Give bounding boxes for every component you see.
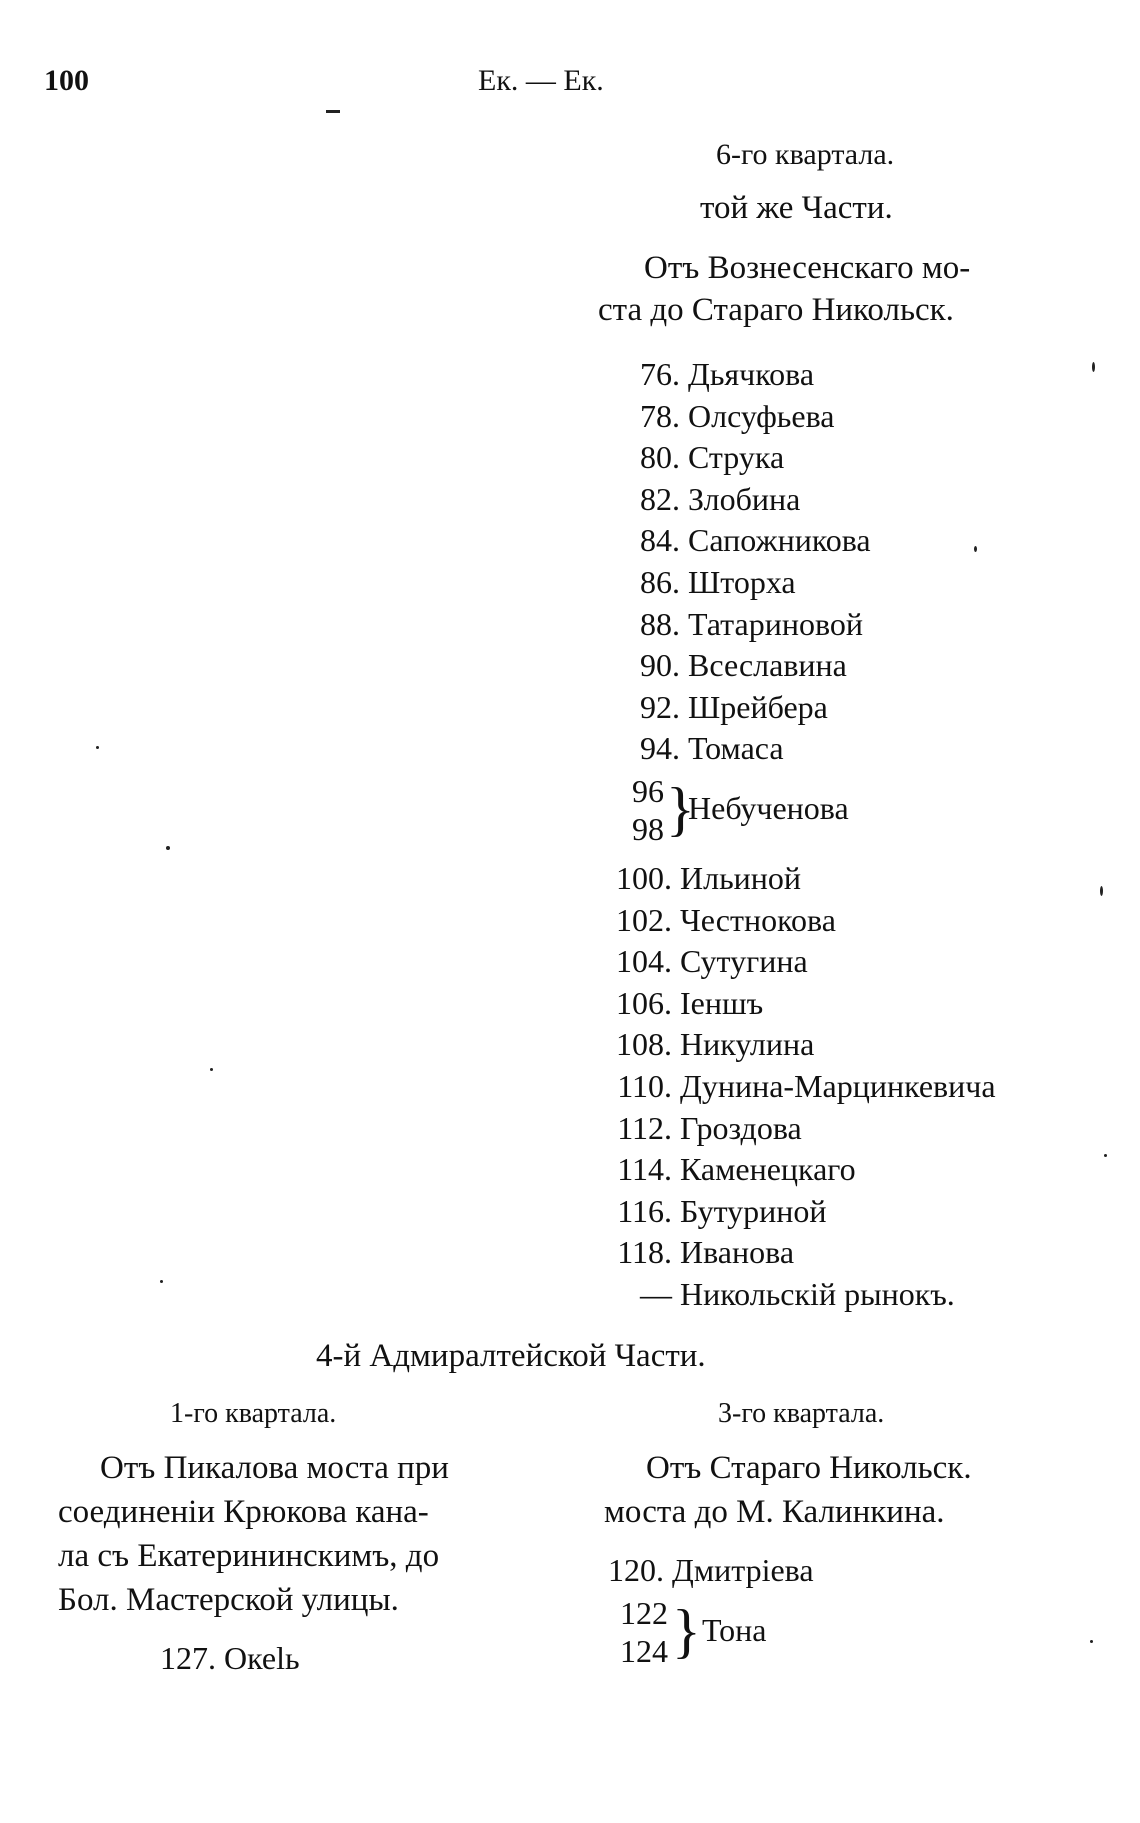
owner-name: Никольскій рынокъ. [680,1276,955,1312]
list-item [608,647,847,684]
list-item [600,943,808,980]
house-number: 88. [640,605,680,642]
scan-speck [166,846,170,850]
scan-speck [1092,362,1095,372]
list-item [600,985,763,1022]
brace-number-2: 98 [632,811,664,847]
house-number: 76. [640,356,680,392]
brace-symbol: } [666,776,695,842]
owner-name: Иванова [680,1234,795,1271]
house-number: 110. [617,1068,672,1104]
brace-group-96-98 [614,772,874,852]
list-item [608,564,796,601]
route-line-2: ста до Стараго Никольск. [598,292,954,328]
owner-name: Сутугина [680,943,808,980]
right-entry: 120. Дмитріева [608,1552,814,1588]
list-item [608,606,863,643]
house-number: 100. [616,860,672,896]
list-item [600,1068,996,1105]
list-item [608,398,834,435]
list-item [608,730,784,767]
house-number: 78. [640,397,680,434]
scan-speck [1100,886,1103,896]
section-title: 4-й Адмиралтейской Части. [316,1338,706,1374]
house-number: 104. [616,943,672,980]
list-item [600,860,801,897]
owner-name: Олсуфьева [688,397,835,434]
house-number: 112. [617,1109,672,1146]
owner-name: Дьячкова [688,356,815,392]
owner-name: Струка [688,439,785,476]
list-item [608,522,871,559]
house-number: 116. [617,1192,672,1229]
owner-name: Іеншъ [680,984,764,1021]
owner-name: Сапожникова [688,522,871,559]
route-line-1: Отъ Вознесенскаго мо- [644,250,971,286]
owner-name: Всеславина [688,647,847,684]
owner-name: Каменецкаго [680,1151,856,1188]
list-item [608,356,814,393]
left-route-line-3: ла съ Екатерининскимъ, до [58,1538,440,1574]
brace-number-1: 96 [632,773,664,809]
house-number: 92. [640,688,680,725]
left-quarter-heading: 1-го квартала. [170,1398,337,1429]
list-item [600,1276,955,1313]
left-route-line-2: соединеніи Крюкова кана- [58,1494,429,1530]
owner-name: Татариновой [688,605,863,642]
list-item [608,439,784,476]
owner-name: Честнокова [680,901,836,938]
house-number: 94. [640,730,680,767]
house-number: 82. [640,480,680,517]
page-number: 100 [44,64,89,97]
list-item [600,1193,827,1230]
scan-speck [96,746,99,749]
running-head: Ек. — Ек. [478,64,604,97]
brace-numbers-2 [606,1594,668,1670]
list-item [600,1110,802,1147]
scan-speck [160,1280,163,1283]
house-number: 90. [640,647,680,684]
list-item [600,902,836,939]
house-number: 114. [617,1151,672,1188]
owner-name: Никулина [680,1026,815,1063]
scan-speck [1090,1640,1093,1643]
house-number: — [640,1276,672,1312]
quarter-heading: 6-го квартала. [716,138,895,171]
house-number: 84. [640,522,680,559]
right-quarter-heading: 3-го квартала. [718,1398,885,1429]
list-item [608,481,800,518]
right-route-line-1: Отъ Стараго Никольск. [646,1450,972,1486]
brace-group-122-124 [606,1594,826,1678]
owner-name: Шторха [688,564,796,600]
right-route-line-2: моста до М. Калинкина. [604,1494,945,1530]
house-number: 108. [616,1026,672,1063]
house-number: 106. [616,984,672,1021]
print-mark [326,110,340,113]
owner-name: Томаса [688,730,784,767]
house-number: 102. [616,901,672,938]
scan-speck [1104,1154,1107,1157]
owner-name: Шрейбера [688,688,828,725]
owner-name: Гроздова [680,1109,802,1146]
left-route-line-1: Отъ Пикалова моста при [100,1450,449,1486]
list-item [608,689,828,726]
house-number: 80. [640,439,680,476]
house-number: 86. [640,564,680,600]
brace-numbers [614,772,664,848]
brace-number-4: 124 [620,1633,668,1669]
brace-name-2: Тона [702,1612,767,1648]
list-item [600,1151,856,1188]
owner-name: Ильиной [680,860,802,896]
owner-name: Бутуриной [680,1192,827,1229]
list-item [600,1234,794,1271]
part-heading: той же Части. [700,190,893,226]
house-number: 118. [617,1234,672,1271]
scan-speck [210,1068,213,1071]
brace-number-3: 122 [620,1595,668,1631]
brace-name: Небученова [688,790,849,826]
owner-name: Злобина [688,480,801,517]
scan-speck [974,546,977,552]
list-item [600,1026,814,1063]
left-entry: 127. Океlь [160,1640,300,1676]
owner-name: Дунина-Марцинкевича [680,1068,996,1104]
brace-symbol-2: } [672,1598,701,1664]
left-route-line-4: Бол. Мастерской улицы. [58,1582,399,1618]
